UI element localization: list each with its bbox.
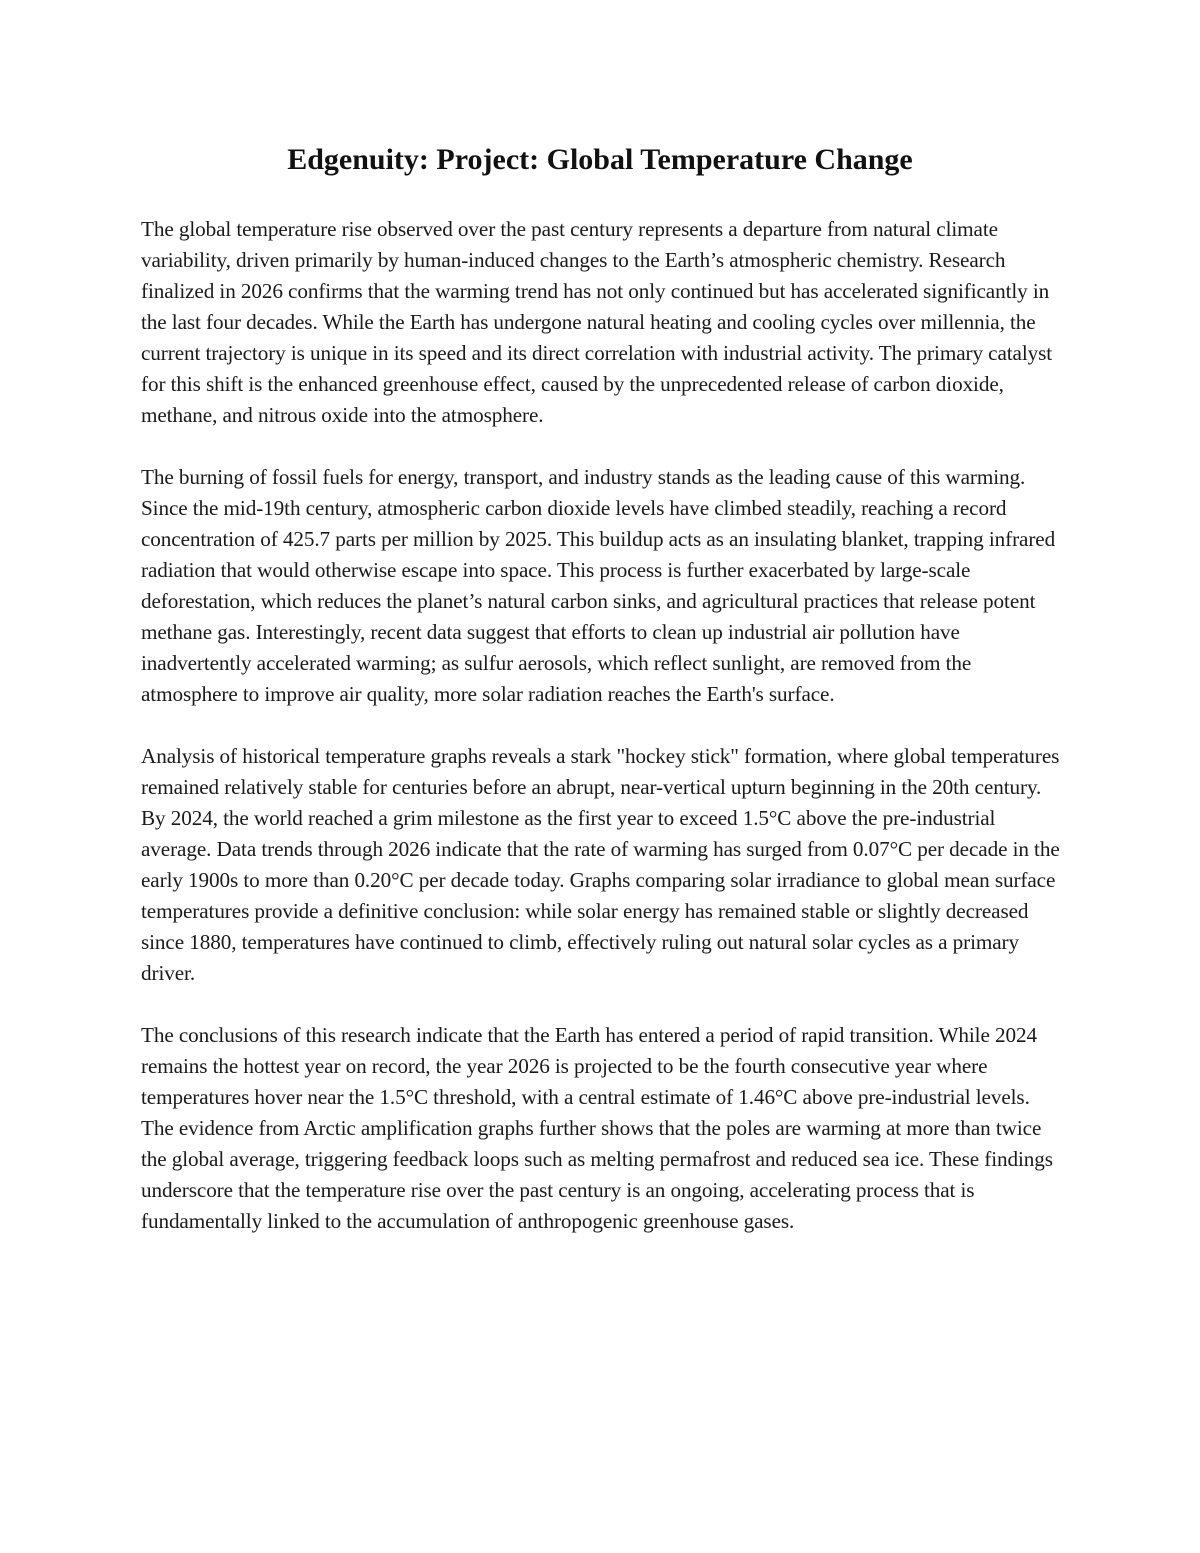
paragraph-1: The global temperature rise observed over the past century represents a departure from natural climate variability, driven primarily by human-induced changes to the Earth’s atmospheric chemistry. Research finalized in 2026 confirms that the warming trend has not only continued but has accelerated significantly in the last four decades. While the Earth has undergone natural heating and cooling cycles over millennia, the current trajectory is unique in its speed and its direct correlation with industrial activity. The primary catalyst for this shift is the enhanced greenhouse effect, caused by the unprecedented release of carbon dioxide, methane, and nitrous oxide into the atmosphere. (141, 217, 1053, 427)
document-title: Edgenuity: Project: Global Temperature Change (287, 143, 913, 176)
paragraph-2: The burning of fossil fuels for energy, transport, and industry stands as the leading cause of this warming. Since the mid-19th century, atmospheric carbon dioxide levels have climbed steadily, reaching a record concentration of 425.7 parts per million by 2025. This buildup acts as an insulating blanket, trapping infrared radiation that would otherwise escape into space. This process is further exacerbated by large-scale deforestation, which reduces the planet’s natural carbon sinks, and agricultural practices that release potent methane gas. Interestingly, recent data suggest that efforts to clean up industrial air pollution have inadvertently accelerated warming; as sulfur aerosols, which reflect sunlight, are removed from the atmosphere to improve air quality, more solar radiation reaches the Earth's surface. (141, 465, 1056, 706)
paragraph-3: Analysis of historical temperature graphs reveals a stark "hockey stick" formation, where global temperatures remained relatively stable for centuries before an abrupt, near-vertical upturn beginning in the 20th century. By 2024, the world reached a grim milestone as the first year to exceed 1.5°C above the pre-industrial average. Data trends through 2026 indicate that the rate of warming has surged from 0.07°C per decade in the early 1900s to more than 0.20°C per decade today. Graphs comparing solar irradiance to global mean surface temperatures provide a definitive conclusion: while solar energy has remained stable or slightly decreased since 1880, temperatures have continued to climb, effectively ruling out natural solar cycles as a primary driver. (141, 744, 1060, 985)
document-body (141, 214, 1061, 1268)
paragraph-4: The conclusions of this research indicate that the Earth has entered a period of rapid transition. While 2024 remains the hottest year on record, the year 2026 is projected to be the fourth consecutive year where temperatures hover near the 1.5°C threshold, with a central estimate of 1.46°C above pre-industrial levels. The evidence from Arctic amplification graphs further shows that the poles are warming at more than twice the global average, triggering feedback loops such as melting permafrost and reduced sea ice. These findings underscore that the temperature rise over the past century is an ongoing, accelerating process that is fundamentally linked to the accumulation of anthropogenic greenhouse gases. (141, 1023, 1053, 1233)
